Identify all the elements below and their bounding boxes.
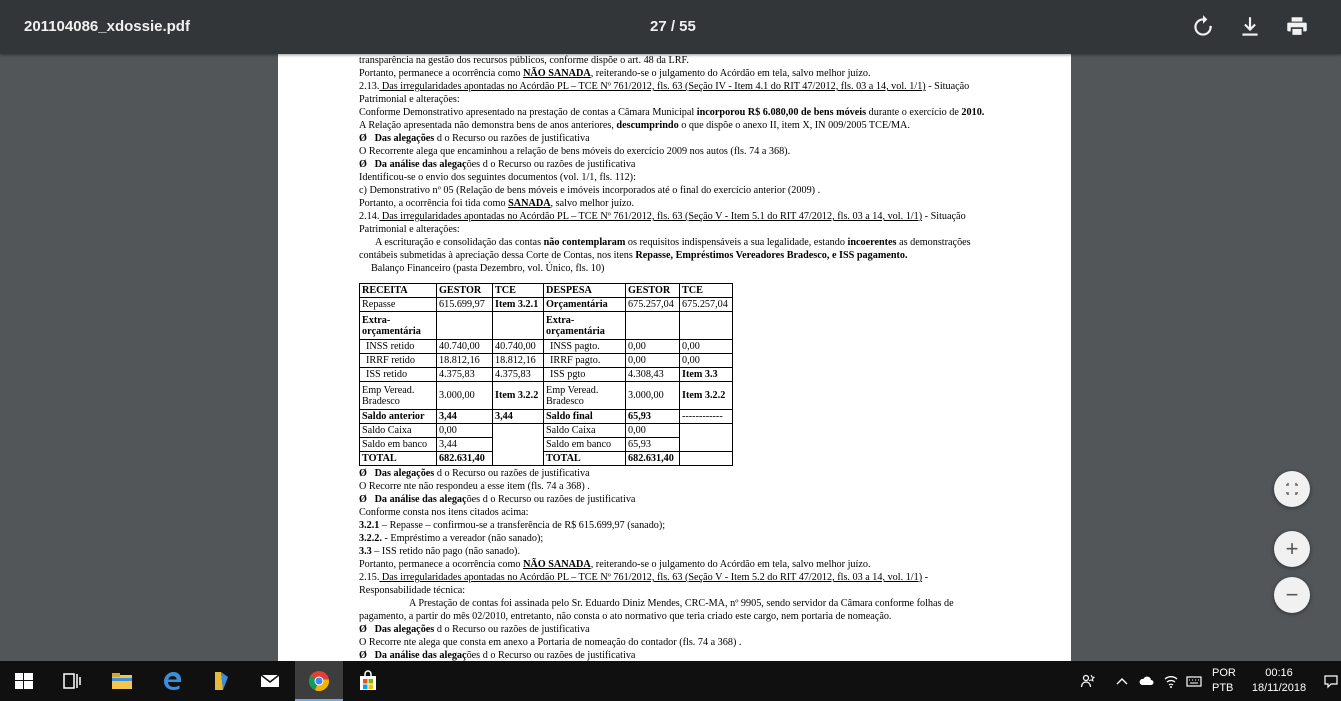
table-header-row: RECEITA GESTOR TCE DESPESA GESTOR TCE — [360, 284, 733, 298]
notification-icon — [1323, 673, 1339, 689]
text-line: contábeis submetidas à apreciação dessa Corte de Contas, nos itens Repasse, Empréstimos Vereadores Bradesco, e ISS pagamento. — [359, 250, 908, 261]
system-clock[interactable] — [1248, 666, 1310, 696]
chevron-up-icon — [1114, 673, 1130, 689]
download-icon[interactable] — [1237, 14, 1263, 40]
text-line: Portanto, permanece a ocorrência como NÃO SANADA, reiterando-se o julgamento do Acórdão em tela, salvo melhor juízo. — [359, 559, 871, 570]
text-line: 3.3 – ISS retido não pago (não sanado). — [359, 546, 520, 557]
text-line: A Prestação de contas foi assinada pelo Sr. Eduardo Diniz Mendes, CRC-MA, nº 9905, sendo servidor da Câmara conforme folhas de — [409, 598, 954, 609]
text-line: O Recorrente alega que encaminhou a relação de bens móveis do exercício 2009 nos autos (fls. 74 a 368). — [359, 146, 791, 157]
onedrive-tray-button[interactable] — [1137, 661, 1155, 701]
chrome-icon — [307, 669, 331, 693]
text-line: A Relação apresentada não demonstra bens de anos anteriores, descumprindo o que dispõe o anexo II, item X, IN 009/2005 TCE/MA. — [359, 120, 910, 131]
print-icon[interactable] — [1284, 14, 1310, 40]
task-view-button[interactable] — [48, 661, 96, 701]
chrome-button[interactable] — [295, 661, 343, 701]
cloud-icon — [1138, 673, 1154, 689]
store-icon — [356, 669, 380, 693]
mail-icon — [258, 669, 282, 693]
network-tray-button[interactable] — [1162, 661, 1180, 701]
mail-button[interactable] — [246, 661, 294, 701]
bullet-line: Ø Da análise das alegações d o Recurso ou razões de justificativa — [359, 159, 636, 170]
table-row: Saldo em banco 3,44 Saldo em banco 65,93 — [360, 438, 733, 452]
zoom-in-button[interactable]: + — [1274, 531, 1310, 567]
table-row: IRRF retido 18.812,16 18.812,16 IRRF pagto. 0,00 0,00 — [360, 354, 733, 368]
edge-button[interactable] — [148, 661, 196, 701]
bullet-line: Ø Da análise das alegações d o Recurso ou razões de justificativa — [359, 494, 636, 505]
text-line: Responsabilidade técnica: — [359, 585, 466, 596]
section-heading: 2.15. Das irregularidades apontadas no Acórdão PL – TCE Nº 761/2012, fls. 63 (Seção V - Item 5.2 do RIT 47/2012, fls. 03 a 14, vol. 1/1) - — [359, 572, 929, 583]
text-line: Conforme Demonstrativo apresentado na prestação de contas a Câmara Municipal incorporou R$ 6.080,00 de bens móveis durante o exercício de 2010. — [359, 107, 985, 118]
start-icon — [12, 669, 36, 693]
clock-time: 00:16 — [1265, 667, 1293, 679]
text-line: Conforme consta nos itens citados acima: — [359, 507, 529, 518]
bullet-line: Ø Das alegações d o Recurso ou razões de justificativa — [359, 624, 590, 635]
fit-page-button[interactable] — [1274, 471, 1310, 507]
pdf-viewer-toolbar — [0, 0, 1341, 54]
pdf-page — [278, 54, 1071, 662]
text-line: Patrimonial e alterações: — [359, 224, 460, 235]
people-icon — [1080, 673, 1096, 689]
text-line: Portanto, a ocorrência foi tida como SANADA, salvo melhor juízo. — [359, 198, 635, 209]
text-line: 3.2.2. - Empréstimo a vereador (não sanado); — [359, 533, 544, 544]
text-line: Identificou-se o envio dos seguintes documentos (vol. 1/1, fls. 112): — [359, 172, 636, 183]
show-hidden-icons-button[interactable] — [1113, 661, 1131, 701]
store-button[interactable] — [344, 661, 392, 701]
section-heading: 2.14. Das irregularidades apontadas no Acórdão PL – TCE Nº 761/2012, fls. 63 (Seção V - Item 5.1 do RIT 47/2012, fls. 03 a 14, vol. 1/1) - Situação — [359, 211, 966, 222]
file-explorer-icon — [110, 669, 134, 693]
windows-taskbar — [0, 661, 1341, 701]
text-line: c) Demonstrativo nº 05 (Relação de bens móveis e imóveis incorporados até o final do exercício anterior (2009) . — [359, 185, 821, 196]
document-title: 201104086_xdossie.pdf — [24, 18, 190, 35]
page-indicator[interactable]: 27 / 55 — [650, 18, 696, 35]
text-line: O Recorre nte não respondeu a esse item (fls. 74 a 368) . — [359, 481, 590, 492]
balance-table — [359, 283, 733, 466]
start-button[interactable] — [0, 661, 48, 701]
fit-page-icon — [1274, 471, 1310, 507]
table-row: Saldo anterior 3,44 3,44 Saldo final 65,93 ------------ — [360, 410, 733, 424]
pdf-reader-button[interactable] — [198, 661, 246, 701]
table-row: Repasse 615.699,97 Item 3.2.1 Orçamentária 675.257,04 675.257,04 — [360, 298, 733, 312]
keyboard-icon — [1186, 673, 1202, 689]
zoom-out-button[interactable]: − — [1274, 577, 1310, 613]
document-text — [359, 54, 1039, 662]
wifi-icon — [1163, 673, 1179, 689]
table-row: INSS retido 40.740,00 40.740,00 INSS pagto. 0,00 0,00 — [360, 340, 733, 354]
file-explorer-button[interactable] — [98, 661, 146, 701]
section-heading: 2.13. Das irregularidades apontadas no Acórdão PL – TCE Nº 761/2012, fls. 63 (Seção IV - Item 4.1 do RIT 47/2012, fls. 03 a 14, vol. 1/1) - Situação — [359, 81, 970, 92]
bullet-line: Ø Da análise das alegações d o Recurso ou razões de justificativa — [359, 650, 636, 661]
table-row: Saldo Caixa 0,00 Saldo Caixa 0,00 — [360, 424, 733, 438]
table-row: ISS retido 4.375,83 4.375,83 ISS pgto 4.308,43 Item 3.3 — [360, 368, 733, 382]
language-indicator[interactable]: POR PTB — [1212, 667, 1236, 694]
table-total-row: TOTAL 682.631,40 TOTAL 682.631,40 — [360, 452, 733, 466]
input-indicator-button[interactable] — [1185, 661, 1203, 701]
text-line: O Recorre nte alega que consta em anexo a Portaria de nomeação do contador (fls. 74 a 368) . — [359, 637, 742, 648]
bullet-line: Ø Das alegações d o Recurso ou razões de justificativa — [359, 468, 590, 479]
task-view-icon — [60, 669, 84, 693]
text-line: pagamento, a partir do mês 02/2010, entretanto, não consta o ato normativo que teria criado este cargo, nem portaria de nomeação. — [359, 611, 892, 622]
bullet-line: Ø Das alegações d o Recurso ou razões de justificativa — [359, 133, 590, 144]
people-button[interactable] — [1078, 661, 1098, 701]
text-line: A escrituração e consolidação das contas não contemplaram os requisitos indispensáveis a sua legalidade, estando incoerentes as demonstrações — [375, 237, 971, 248]
rotate-icon[interactable] — [1190, 14, 1216, 40]
text-line: Balanço Financeiro (pasta Dezembro, vol. Único, fls. 10) — [371, 263, 605, 274]
text-line: transparência na gestão dos recursos públicos, conforme dispõe o art. 48 da LRF. — [359, 55, 689, 66]
table-row: Extra-orçamentária Extra-orçamentária — [360, 312, 733, 340]
text-line: Patrimonial e alterações: — [359, 94, 460, 105]
text-line: Portanto, permanece a ocorrência como NÃO SANADA, reiterando-se o julgamento do Acórdão em tela, salvo melhor juízo. — [359, 68, 871, 79]
text-line: 3.2.1 – Repasse – confirmou-se a transferência de R$ 615.699,97 (sanado); — [359, 520, 666, 531]
pdf-reader-icon — [210, 669, 234, 693]
clock-date: 18/11/2018 — [1251, 682, 1307, 694]
edge-icon — [160, 669, 184, 693]
table-row: Emp Veread. Bradesco 3.000,00 Item 3.2.2 Emp Veread. Bradesco 3.000,00 Item 3.2.2 — [360, 382, 733, 410]
action-center-button[interactable] — [1320, 661, 1341, 701]
